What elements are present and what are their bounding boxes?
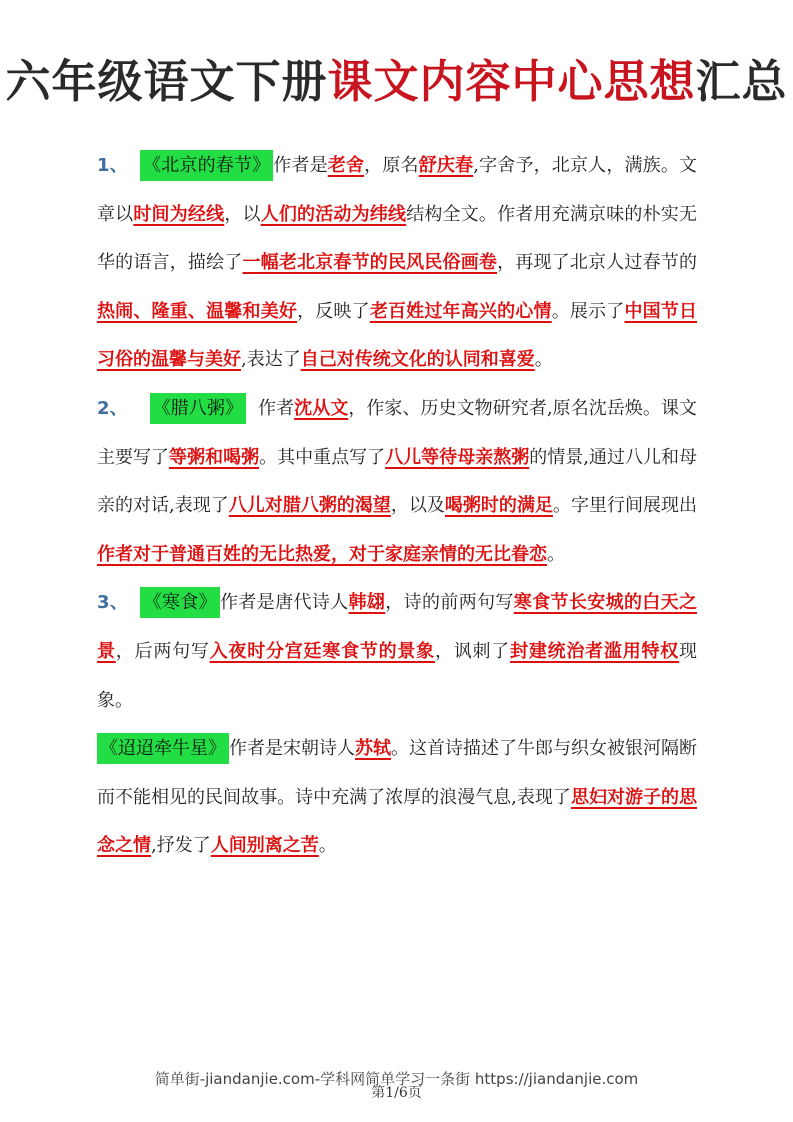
text: 。 bbox=[547, 543, 565, 565]
text: ，作家、历史文物研究者,原名沈岳焕。课文主要写了 bbox=[97, 397, 698, 468]
key-phrase: 自己对传统文化的认同和喜爱 bbox=[300, 349, 535, 371]
document-body bbox=[97, 142, 697, 871]
title-tag: 《寒食》 bbox=[140, 587, 220, 618]
key-phrase: 人们的活动为纬线 bbox=[260, 203, 407, 225]
text: 。 bbox=[318, 835, 337, 857]
text: 作者 bbox=[257, 397, 295, 419]
text: 的情景,通过八儿和母亲的对话,表现了 bbox=[97, 446, 698, 517]
watermark-footer: 简单街-jiandanjie.com-学科网简单学习一条街 https://jiandanjie.com bbox=[154, 1070, 639, 1088]
title-tag: 《迢迢牵牛星》 bbox=[97, 733, 229, 764]
text: 。 bbox=[534, 349, 553, 371]
text: ，原名 bbox=[364, 155, 419, 176]
key-phrase: 八儿等待母亲熬粥 bbox=[385, 446, 530, 468]
page-title bbox=[0, 52, 793, 112]
key-phrase: 一幅老北京春节的民风民俗画卷 bbox=[242, 252, 498, 274]
item-number: 1、 bbox=[97, 155, 128, 176]
key-phrase: 韩翃 bbox=[348, 592, 386, 614]
text: 作者是 bbox=[273, 155, 328, 176]
text: ，以 bbox=[224, 203, 261, 225]
page-number: 第1/6页 bbox=[371, 1085, 422, 1101]
title-part-3: 汇总 bbox=[695, 55, 788, 108]
text: 作者是唐代诗人 bbox=[220, 592, 349, 614]
text: ，讽刺了 bbox=[434, 640, 511, 662]
text: ,抒发了 bbox=[151, 835, 211, 857]
text: ，诗的前两句写 bbox=[385, 592, 514, 614]
key-phrase: 热闹、隆重、温馨和美好 bbox=[97, 300, 298, 322]
key-phrase: 封建统治者滥用特权 bbox=[510, 640, 680, 662]
key-phrase: 老舍 bbox=[327, 155, 365, 176]
paragraph-3 bbox=[97, 579, 697, 725]
key-phrase: 苏轼 bbox=[355, 738, 391, 760]
key-phrase: 八儿对腊八粥的渴望 bbox=[228, 495, 391, 517]
text: ，再现了北京人过春节的 bbox=[497, 252, 697, 274]
item-number: 2、 bbox=[97, 397, 128, 419]
key-phrase: 入夜时分宫廷寒食节的景象 bbox=[209, 640, 435, 662]
text: ,字舍予，北京人，满族。文章以 bbox=[97, 155, 698, 225]
key-phrase: 老百姓过年高兴的心情 bbox=[369, 300, 552, 322]
title-part-2: 课文内容中心思想 bbox=[327, 55, 696, 108]
text: 。展示了 bbox=[551, 300, 625, 322]
paragraph-1 bbox=[97, 142, 697, 385]
key-phrase: 喝粥时的满足 bbox=[444, 495, 553, 517]
text: ，反映了 bbox=[297, 300, 370, 322]
key-phrase: 舒庆春 bbox=[418, 155, 474, 176]
paragraph-4 bbox=[97, 725, 697, 871]
text: 结构全文。作者用充满京味的朴实无华的语言，描绘了 bbox=[97, 203, 697, 274]
key-phrase: 时间为经线 bbox=[133, 203, 225, 225]
key-phrase: 思妇对游子的思念之情 bbox=[97, 786, 697, 857]
text: ，以及 bbox=[390, 495, 445, 517]
text: 作者是宋朝诗人 bbox=[229, 738, 355, 760]
text: ,表达了 bbox=[241, 349, 301, 371]
text: 。这首诗描述了牛郎与织女被银河隔断而不能相见的民间故事。诗中充满了浓厚的浪漫气息,表现了 bbox=[97, 738, 697, 808]
key-phrase: 人间别离之苦 bbox=[210, 835, 319, 857]
title-tag: 《北京的春节》 bbox=[140, 150, 273, 181]
text: 。字里行间展现出 bbox=[552, 495, 698, 517]
text: 现象。 bbox=[97, 640, 698, 711]
key-phrase: 沈从文 bbox=[294, 397, 349, 419]
item-number: 3、 bbox=[97, 592, 129, 614]
key-phrase: 作者对于普通百姓的无比热爱，对于家庭亲情的无比眷恋 bbox=[97, 543, 547, 565]
key-phrase: 寒食节长安城的白天之景 bbox=[97, 592, 698, 662]
text: 。其中重点写了 bbox=[259, 446, 386, 468]
title-part-1: 六年级语文下册 bbox=[5, 55, 328, 108]
key-phrase: 等粥和喝粥 bbox=[169, 446, 260, 468]
paragraph-2 bbox=[97, 385, 697, 579]
title-tag: 《腊八粥》 bbox=[150, 393, 246, 424]
text: ，后两句写 bbox=[115, 640, 210, 662]
key-phrase: 中国节日习俗的温馨与美好 bbox=[97, 300, 697, 371]
